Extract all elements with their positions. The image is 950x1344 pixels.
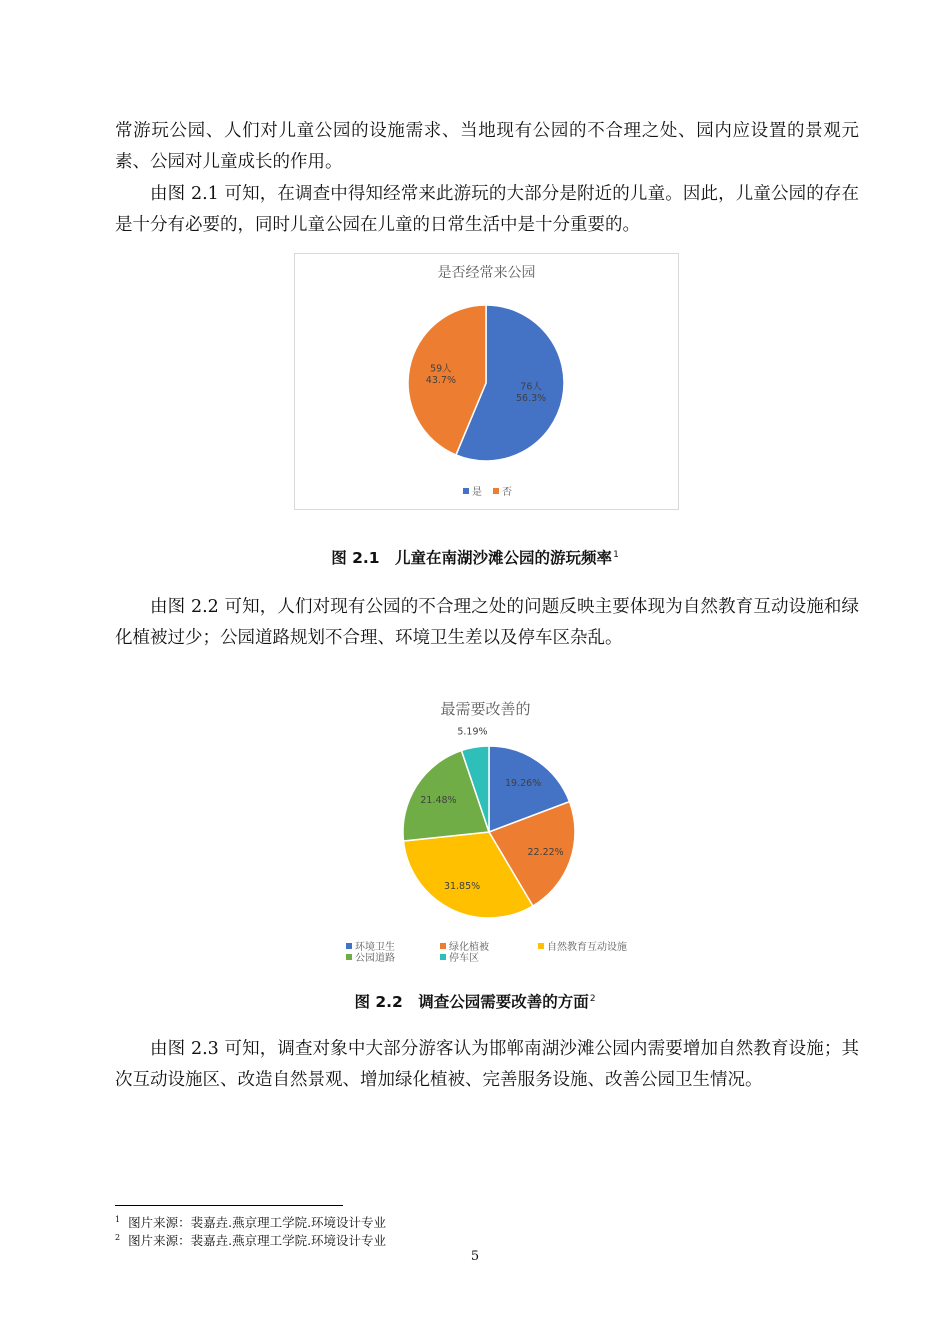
legend-label: 是 xyxy=(472,487,482,498)
legend-swatch xyxy=(346,954,352,960)
footnote-separator xyxy=(115,1205,343,1206)
footnote-text: 图片来源：裴嘉垚.燕京理工学院.环境设计专业 xyxy=(128,1215,387,1231)
legend-item-no xyxy=(493,483,512,498)
chart-improvements xyxy=(294,690,677,975)
figure-caption-1 xyxy=(0,546,950,568)
pie-data-label: 21.48% xyxy=(420,794,457,806)
legend-swatch xyxy=(538,943,544,949)
legend-swatch xyxy=(440,954,446,960)
chart-title: 最需要改善的 xyxy=(440,700,531,718)
chart-legend xyxy=(295,483,678,497)
footnote-mark: 2 xyxy=(115,1233,121,1242)
pie-data-label: 56.3% xyxy=(516,392,547,404)
pie-chart-svg xyxy=(295,254,678,509)
footnote-mark: 1 xyxy=(115,1215,121,1224)
pie-data-label: 31.85% xyxy=(443,880,481,892)
pie-data-label: 5.19% xyxy=(457,726,488,738)
paragraph-2: 由图 2.1 可知，在调查中得知经常来此游玩的大部分是附近的儿童。因此，儿童公园的存在是十分有必要的，同时儿童公园在儿童的日常生活中是十分重要的。 xyxy=(115,184,859,235)
legend-swatch xyxy=(493,488,499,494)
pie-data-label: 43.7% xyxy=(425,374,456,386)
legend-label: 公园道路 xyxy=(355,953,395,964)
legend-label: 否 xyxy=(502,487,512,498)
legend-item-yes xyxy=(463,483,482,498)
legend-item xyxy=(440,949,479,964)
chart-frequency xyxy=(294,253,679,510)
footnote-text: 图片来源：裴嘉垚.燕京理工学院.环境设计专业 xyxy=(128,1233,387,1249)
pie-chart-svg xyxy=(294,690,677,930)
legend-label: 绿化植被 xyxy=(449,942,489,953)
footnote-ref: 2 xyxy=(589,994,596,1004)
paragraph-3: 由图 2.2 可知，人们对现有公园的不合理之处的问题反映主要体现为自然教育互动设施和绿化植被过少；公园道路规划不合理、环境卫生差以及停车区杂乱。 xyxy=(115,597,859,648)
caption-text: 图 2.1 儿童在南湖沙滩公园的游玩频率 xyxy=(331,549,613,567)
legend-label: 环境卫生 xyxy=(355,942,395,953)
chart-legend xyxy=(294,938,677,968)
legend-label: 停车区 xyxy=(449,953,479,964)
footnote-ref: 1 xyxy=(613,550,619,560)
legend-label: 自然教育互动设施 xyxy=(547,942,627,953)
pie-data-label: 22.22% xyxy=(527,847,564,859)
caption-text: 图 2.2 调查公园需要改善的方面 xyxy=(354,993,589,1011)
pie-data-label: 19.26% xyxy=(505,777,542,789)
page-number: 5 xyxy=(470,1249,480,1264)
legend-item xyxy=(538,938,627,953)
figure-caption-2 xyxy=(0,990,950,1012)
legend-swatch xyxy=(463,488,469,494)
pie-data-label: 59人 xyxy=(430,363,452,375)
legend-item xyxy=(346,949,395,964)
footnote-2 xyxy=(115,1230,386,1249)
paragraph-1: 常游玩公园、人们对儿童公园的设施需求、当地现有公园的不合理之处、园内应设置的景观元素、公园对儿童成长的作用。 xyxy=(115,121,859,172)
chart-title: 是否经常来公园 xyxy=(437,265,536,281)
paragraph-4: 由图 2.3 可知，调查对象中大部分游客认为邯郸南湖沙滩公园内需要增加自然教育设施；其次互动设施区、改造自然景观、增加绿化植被、完善服务设施、改善公园卫生情况。 xyxy=(115,1039,859,1090)
footnote-1 xyxy=(115,1212,386,1231)
pie-data-label: 76人 xyxy=(520,381,542,393)
